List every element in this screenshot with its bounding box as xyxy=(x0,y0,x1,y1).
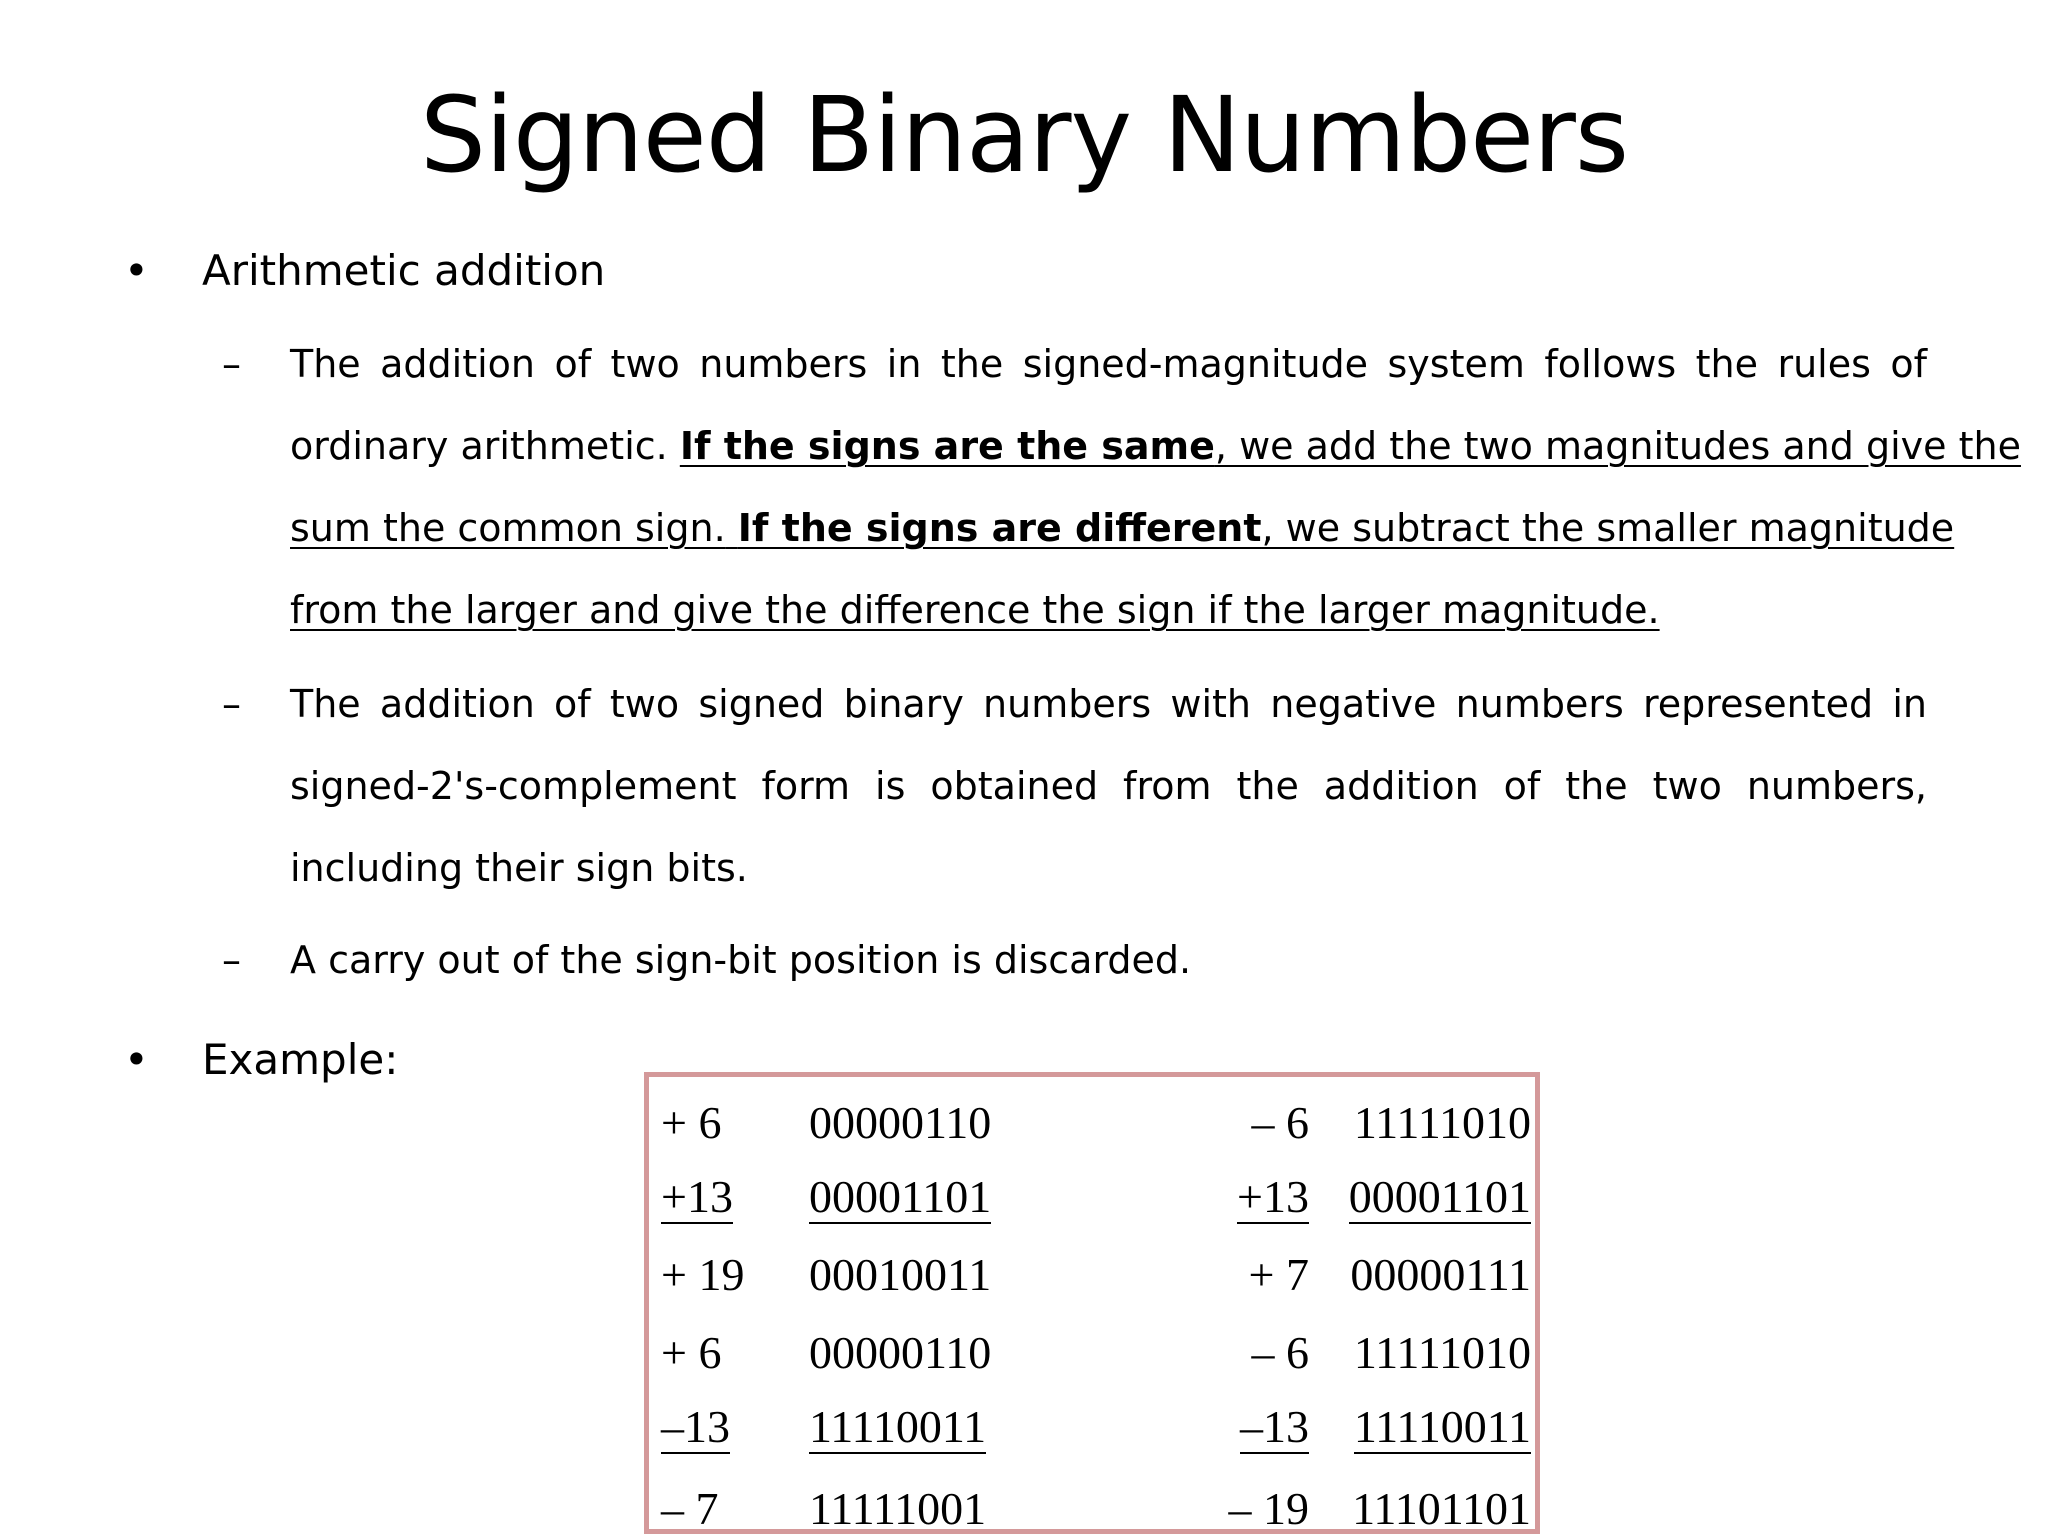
dash-glyph: – xyxy=(222,342,241,386)
example-cell-left-decimal xyxy=(661,1169,771,1225)
example-value: 11111010 xyxy=(1353,1097,1531,1148)
sub-line: including their sign bits. xyxy=(290,846,748,890)
example-cell-left-binary xyxy=(809,1325,1009,1381)
example-value: + 19 xyxy=(661,1249,745,1300)
example-value: 11101101 xyxy=(1352,1483,1531,1534)
example-cell-left-decimal xyxy=(661,1247,771,1303)
example-cell-left-binary xyxy=(809,1095,1009,1151)
text-segment: , we add the two magnitudes and give the xyxy=(1214,424,2021,468)
example-cell-right-decimal xyxy=(1169,1481,1309,1537)
example-cell-left-binary xyxy=(809,1399,1009,1455)
dash-glyph: – xyxy=(222,682,241,726)
underlined-segment: from the larger and give the difference the sign if the larger magnitude. xyxy=(290,588,1660,632)
example-cell-left-decimal xyxy=(661,1325,771,1381)
example-cell-right-binary xyxy=(1331,1481,1531,1537)
example-cell-right-decimal xyxy=(1169,1169,1309,1225)
example-cell-right-binary xyxy=(1331,1169,1531,1225)
example-value: 00000110 xyxy=(809,1097,992,1148)
text-segment: sum the common sign. xyxy=(290,506,726,550)
text-segment: , we subtract the smaller magnitude xyxy=(1261,506,1955,550)
example-cell-right-decimal xyxy=(1169,1247,1309,1303)
example-cell-left-binary xyxy=(809,1481,1009,1537)
example-value: 11111010 xyxy=(1353,1327,1531,1378)
dash-glyph: – xyxy=(222,938,241,982)
example-cell-left-decimal xyxy=(661,1095,771,1151)
sub-line: signed-2's-complement form is obtained from the addition of the two numbers, xyxy=(290,764,1927,808)
bullet-dot: • xyxy=(124,246,149,295)
bold-segment: If the signs are different xyxy=(737,506,1262,550)
bold-segment: If the signs are the same xyxy=(679,424,1215,468)
example-cell-right-binary xyxy=(1331,1325,1531,1381)
example-value: – 19 xyxy=(1228,1483,1309,1534)
example-value: +13 xyxy=(661,1171,733,1222)
example-cell-left-decimal xyxy=(661,1481,771,1537)
example-value: 00000111 xyxy=(1350,1249,1531,1300)
sub-line xyxy=(290,569,1927,651)
example-cell-right-binary xyxy=(1331,1247,1531,1303)
text-segment: ordinary arithmetic. xyxy=(290,424,668,468)
example-addition-table xyxy=(644,1072,1540,1534)
example-cell-right-decimal xyxy=(1169,1095,1309,1151)
example-value: – 6 xyxy=(1251,1097,1309,1148)
example-value: 00000110 xyxy=(809,1327,992,1378)
example-value: – 6 xyxy=(1251,1327,1309,1378)
sub-line: The addition of two signed binary numbers with negative numbers represented in xyxy=(290,682,1927,726)
sub-line: The addition of two numbers in the signed-magnitude system follows the rules of xyxy=(290,342,1927,386)
example-value: 00010011 xyxy=(809,1249,992,1300)
example-cell-left-binary xyxy=(809,1169,1009,1225)
example-cell-left-decimal xyxy=(661,1399,771,1455)
example-cell-right-decimal xyxy=(1169,1399,1309,1455)
example-value: –13 xyxy=(1240,1401,1309,1452)
example-cell-left-binary xyxy=(809,1247,1009,1303)
example-cell-right-binary xyxy=(1331,1095,1531,1151)
sub-line: A carry out of the sign-bit position is discarded. xyxy=(290,938,1192,982)
underlined-segment xyxy=(680,424,2021,468)
example-value: + 7 xyxy=(1248,1249,1309,1300)
example-value: + 6 xyxy=(661,1327,722,1378)
example-value: –13 xyxy=(661,1401,730,1452)
example-value: 00001101 xyxy=(809,1171,992,1222)
bullet-label: Arithmetic addition xyxy=(202,246,606,295)
example-value: 11110011 xyxy=(1353,1401,1531,1452)
slide-title: Signed Binary Numbers xyxy=(419,74,1629,196)
example-cell-right-binary xyxy=(1331,1399,1531,1455)
sub-line xyxy=(290,487,1955,569)
bullet-label: Example: xyxy=(202,1035,399,1084)
example-cell-right-decimal xyxy=(1169,1325,1309,1381)
example-value: – 7 xyxy=(661,1483,719,1534)
example-value: + 6 xyxy=(661,1097,722,1148)
sub-line xyxy=(290,405,2021,487)
example-value: +13 xyxy=(1237,1171,1309,1222)
example-value: 11111001 xyxy=(809,1483,987,1534)
bullet-dot: • xyxy=(124,1035,149,1084)
example-value: 11110011 xyxy=(809,1401,987,1452)
example-value: 00001101 xyxy=(1348,1171,1531,1222)
